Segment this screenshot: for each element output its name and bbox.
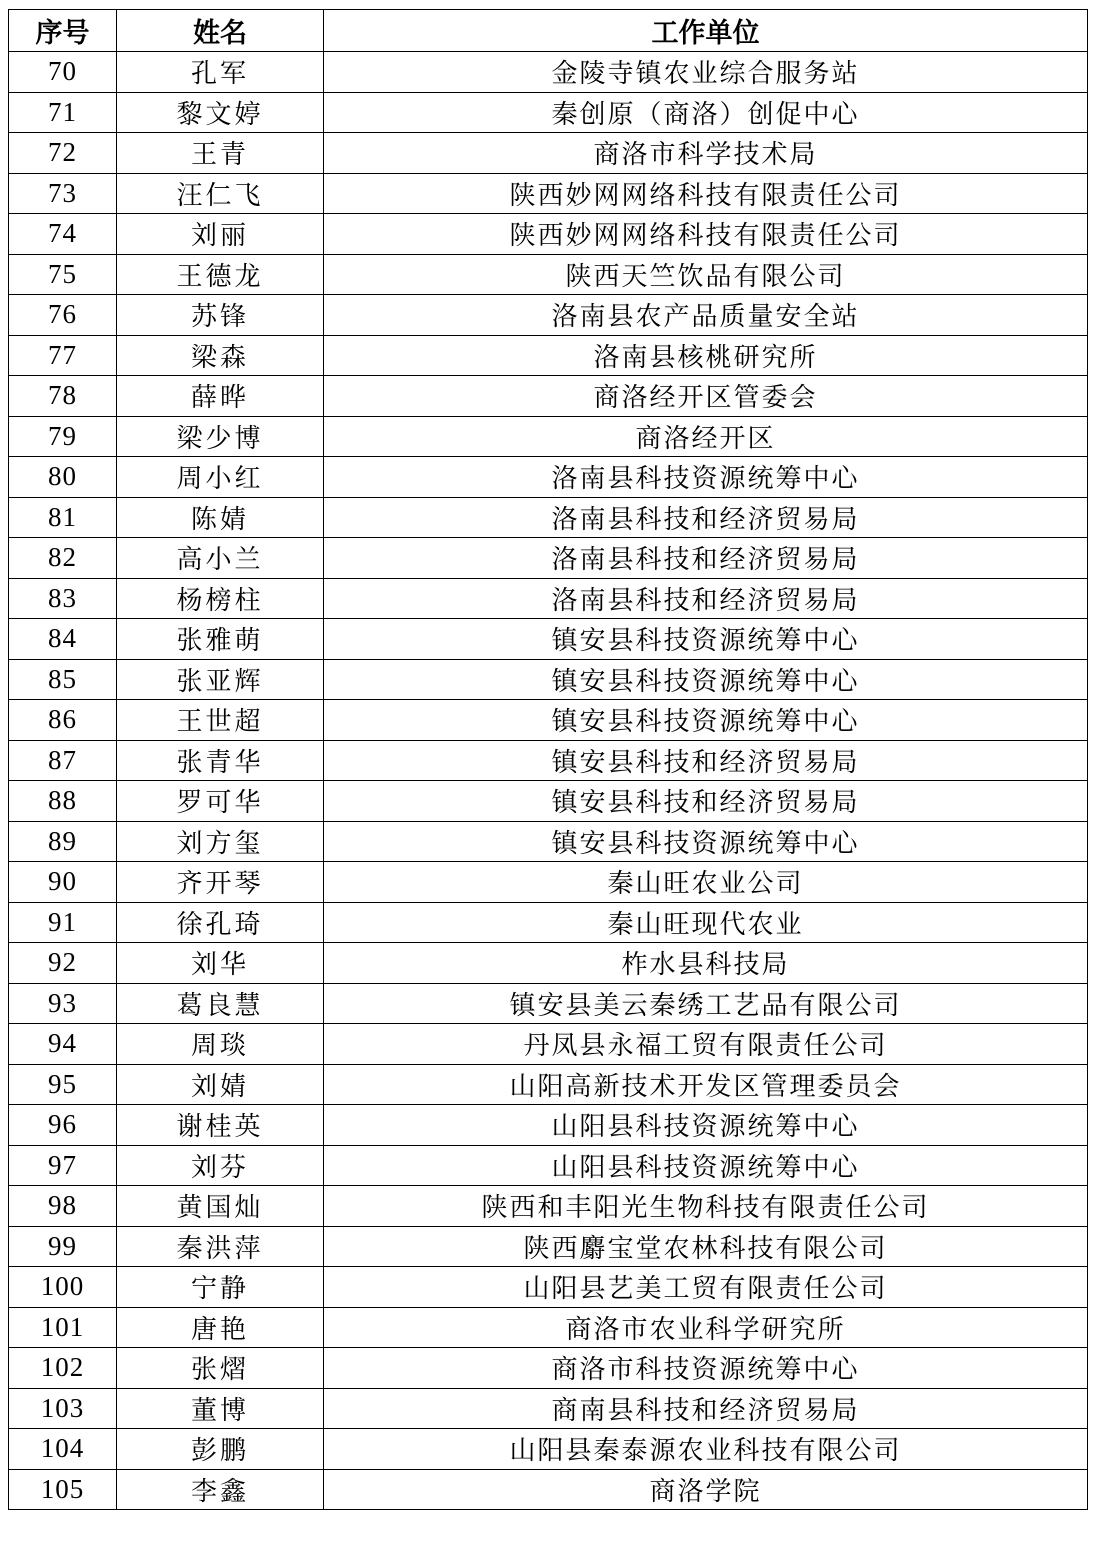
- person-name-cell: 张青华: [117, 740, 324, 781]
- row-number-cell: 95: [9, 1064, 117, 1105]
- table-row: [9, 1024, 1088, 1065]
- person-name-cell: 张亚辉: [117, 659, 324, 700]
- person-name-cell: 周琰: [117, 1024, 324, 1065]
- roster-table: [8, 9, 1088, 1510]
- row-number-cell: 91: [9, 902, 117, 943]
- table-row: [9, 1429, 1088, 1470]
- row-number-cell: 92: [9, 943, 117, 984]
- table-row: [9, 659, 1088, 700]
- work-unit-cell: 镇安县科技资源统筹中心: [324, 619, 1088, 660]
- table-row: [9, 376, 1088, 417]
- person-name-cell: 徐孔琦: [117, 902, 324, 943]
- person-name-cell: 薛晔: [117, 376, 324, 417]
- row-number-cell: 75: [9, 254, 117, 295]
- person-name-cell: 汪仁飞: [117, 173, 324, 214]
- table-row: [9, 619, 1088, 660]
- person-name-cell: 葛良慧: [117, 983, 324, 1024]
- work-unit-cell: 丹凤县永福工贸有限责任公司: [324, 1024, 1088, 1065]
- row-number-cell: 80: [9, 457, 117, 498]
- work-unit-cell: 镇安县科技资源统筹中心: [324, 821, 1088, 862]
- person-name-cell: 罗可华: [117, 781, 324, 822]
- person-name-cell: 张雅萌: [117, 619, 324, 660]
- table-row: [9, 578, 1088, 619]
- table-row: [9, 1469, 1088, 1510]
- person-name-cell: 刘婧: [117, 1064, 324, 1105]
- row-number-cell: 87: [9, 740, 117, 781]
- table-row: [9, 1267, 1088, 1308]
- table-row: [9, 295, 1088, 336]
- table-row: [9, 1145, 1088, 1186]
- row-number-cell: 103: [9, 1388, 117, 1429]
- table-row: [9, 457, 1088, 498]
- work-unit-cell: 商洛市科技资源统筹中心: [324, 1348, 1088, 1389]
- work-unit-cell: 镇安县科技和经济贸易局: [324, 781, 1088, 822]
- table-row: [9, 133, 1088, 174]
- table-body: [9, 52, 1088, 1510]
- work-unit-cell: 陕西天竺饮品有限公司: [324, 254, 1088, 295]
- row-number-cell: 79: [9, 416, 117, 457]
- person-name-cell: 孔军: [117, 52, 324, 93]
- table-row: [9, 740, 1088, 781]
- work-unit-cell: 商洛学院: [324, 1469, 1088, 1510]
- table-row: [9, 943, 1088, 984]
- row-number-cell: 98: [9, 1186, 117, 1227]
- table-row: [9, 1186, 1088, 1227]
- work-unit-cell: 金陵寺镇农业综合服务站: [324, 52, 1088, 93]
- person-name-cell: 董博: [117, 1388, 324, 1429]
- row-number-cell: 72: [9, 133, 117, 174]
- person-name-cell: 刘丽: [117, 214, 324, 255]
- row-number-cell: 77: [9, 335, 117, 376]
- header-name: 姓名: [117, 10, 324, 52]
- row-number-cell: 85: [9, 659, 117, 700]
- person-name-cell: 杨榜柱: [117, 578, 324, 619]
- person-name-cell: 彭鹏: [117, 1429, 324, 1470]
- work-unit-cell: 陕西妙网网络科技有限责任公司: [324, 214, 1088, 255]
- person-name-cell: 梁少博: [117, 416, 324, 457]
- person-name-cell: 宁静: [117, 1267, 324, 1308]
- table-row: [9, 1348, 1088, 1389]
- person-name-cell: 刘华: [117, 943, 324, 984]
- person-name-cell: 梁森: [117, 335, 324, 376]
- work-unit-cell: 镇安县科技资源统筹中心: [324, 700, 1088, 741]
- table-row: [9, 173, 1088, 214]
- work-unit-cell: 山阳高新技术开发区管理委员会: [324, 1064, 1088, 1105]
- person-name-cell: 黎文婷: [117, 92, 324, 133]
- person-name-cell: 齐开琴: [117, 862, 324, 903]
- row-number-cell: 97: [9, 1145, 117, 1186]
- table-row: [9, 700, 1088, 741]
- table-row: [9, 1064, 1088, 1105]
- work-unit-cell: 商洛经开区管委会: [324, 376, 1088, 417]
- table-row: [9, 781, 1088, 822]
- row-number-cell: 84: [9, 619, 117, 660]
- person-name-cell: 王青: [117, 133, 324, 174]
- header-number: 序号: [9, 10, 117, 52]
- header-work-unit: 工作单位: [324, 10, 1088, 52]
- row-number-cell: 70: [9, 52, 117, 93]
- row-number-cell: 88: [9, 781, 117, 822]
- row-number-cell: 76: [9, 295, 117, 336]
- person-name-cell: 李鑫: [117, 1469, 324, 1510]
- person-name-cell: 周小红: [117, 457, 324, 498]
- table-header-row: [9, 10, 1088, 52]
- row-number-cell: 100: [9, 1267, 117, 1308]
- table-row: [9, 92, 1088, 133]
- work-unit-cell: 山阳县秦泰源农业科技有限公司: [324, 1429, 1088, 1470]
- table-row: [9, 52, 1088, 93]
- work-unit-cell: 山阳县科技资源统筹中心: [324, 1145, 1088, 1186]
- work-unit-cell: 洛南县科技资源统筹中心: [324, 457, 1088, 498]
- row-number-cell: 105: [9, 1469, 117, 1510]
- person-name-cell: 唐艳: [117, 1307, 324, 1348]
- work-unit-cell: 商南县科技和经济贸易局: [324, 1388, 1088, 1429]
- work-unit-cell: 商洛市科学技术局: [324, 133, 1088, 174]
- table-row: [9, 862, 1088, 903]
- person-name-cell: 刘方玺: [117, 821, 324, 862]
- work-unit-cell: 山阳县艺美工贸有限责任公司: [324, 1267, 1088, 1308]
- row-number-cell: 74: [9, 214, 117, 255]
- table-row: [9, 416, 1088, 457]
- work-unit-cell: 洛南县科技和经济贸易局: [324, 538, 1088, 579]
- table-row: [9, 497, 1088, 538]
- work-unit-cell: 洛南县科技和经济贸易局: [324, 497, 1088, 538]
- work-unit-cell: 陕西妙网网络科技有限责任公司: [324, 173, 1088, 214]
- table-row: [9, 821, 1088, 862]
- row-number-cell: 104: [9, 1429, 117, 1470]
- work-unit-cell: 山阳县科技资源统筹中心: [324, 1105, 1088, 1146]
- row-number-cell: 82: [9, 538, 117, 579]
- row-number-cell: 89: [9, 821, 117, 862]
- row-number-cell: 81: [9, 497, 117, 538]
- row-number-cell: 83: [9, 578, 117, 619]
- work-unit-cell: 秦山旺农业公司: [324, 862, 1088, 903]
- work-unit-cell: 柞水县科技局: [324, 943, 1088, 984]
- table-row: [9, 1307, 1088, 1348]
- person-name-cell: 谢桂英: [117, 1105, 324, 1146]
- person-name-cell: 张熠: [117, 1348, 324, 1389]
- row-number-cell: 73: [9, 173, 117, 214]
- work-unit-cell: 镇安县科技和经济贸易局: [324, 740, 1088, 781]
- row-number-cell: 71: [9, 92, 117, 133]
- table-row: [9, 538, 1088, 579]
- work-unit-cell: 秦创原（商洛）创促中心: [324, 92, 1088, 133]
- table-row: [9, 254, 1088, 295]
- row-number-cell: 93: [9, 983, 117, 1024]
- table-row: [9, 1388, 1088, 1429]
- person-name-cell: 高小兰: [117, 538, 324, 579]
- row-number-cell: 90: [9, 862, 117, 903]
- table-row: [9, 214, 1088, 255]
- row-number-cell: 96: [9, 1105, 117, 1146]
- work-unit-cell: 陕西和丰阳光生物科技有限责任公司: [324, 1186, 1088, 1227]
- work-unit-cell: 秦山旺现代农业: [324, 902, 1088, 943]
- table-row: [9, 1226, 1088, 1267]
- table-row: [9, 335, 1088, 376]
- row-number-cell: 102: [9, 1348, 117, 1389]
- person-name-cell: 王德龙: [117, 254, 324, 295]
- person-name-cell: 王世超: [117, 700, 324, 741]
- work-unit-cell: 商洛经开区: [324, 416, 1088, 457]
- table-row: [9, 902, 1088, 943]
- table-row: [9, 1105, 1088, 1146]
- work-unit-cell: 商洛市农业科学研究所: [324, 1307, 1088, 1348]
- work-unit-cell: 洛南县核桃研究所: [324, 335, 1088, 376]
- work-unit-cell: 镇安县美云秦绣工艺品有限公司: [324, 983, 1088, 1024]
- row-number-cell: 86: [9, 700, 117, 741]
- person-name-cell: 秦洪萍: [117, 1226, 324, 1267]
- row-number-cell: 99: [9, 1226, 117, 1267]
- work-unit-cell: 洛南县农产品质量安全站: [324, 295, 1088, 336]
- person-name-cell: 苏锋: [117, 295, 324, 336]
- row-number-cell: 94: [9, 1024, 117, 1065]
- work-unit-cell: 陕西麝宝堂农林科技有限公司: [324, 1226, 1088, 1267]
- person-name-cell: 黄国灿: [117, 1186, 324, 1227]
- work-unit-cell: 洛南县科技和经济贸易局: [324, 578, 1088, 619]
- table-row: [9, 983, 1088, 1024]
- person-name-cell: 陈婧: [117, 497, 324, 538]
- person-name-cell: 刘芬: [117, 1145, 324, 1186]
- row-number-cell: 78: [9, 376, 117, 417]
- row-number-cell: 101: [9, 1307, 117, 1348]
- work-unit-cell: 镇安县科技资源统筹中心: [324, 659, 1088, 700]
